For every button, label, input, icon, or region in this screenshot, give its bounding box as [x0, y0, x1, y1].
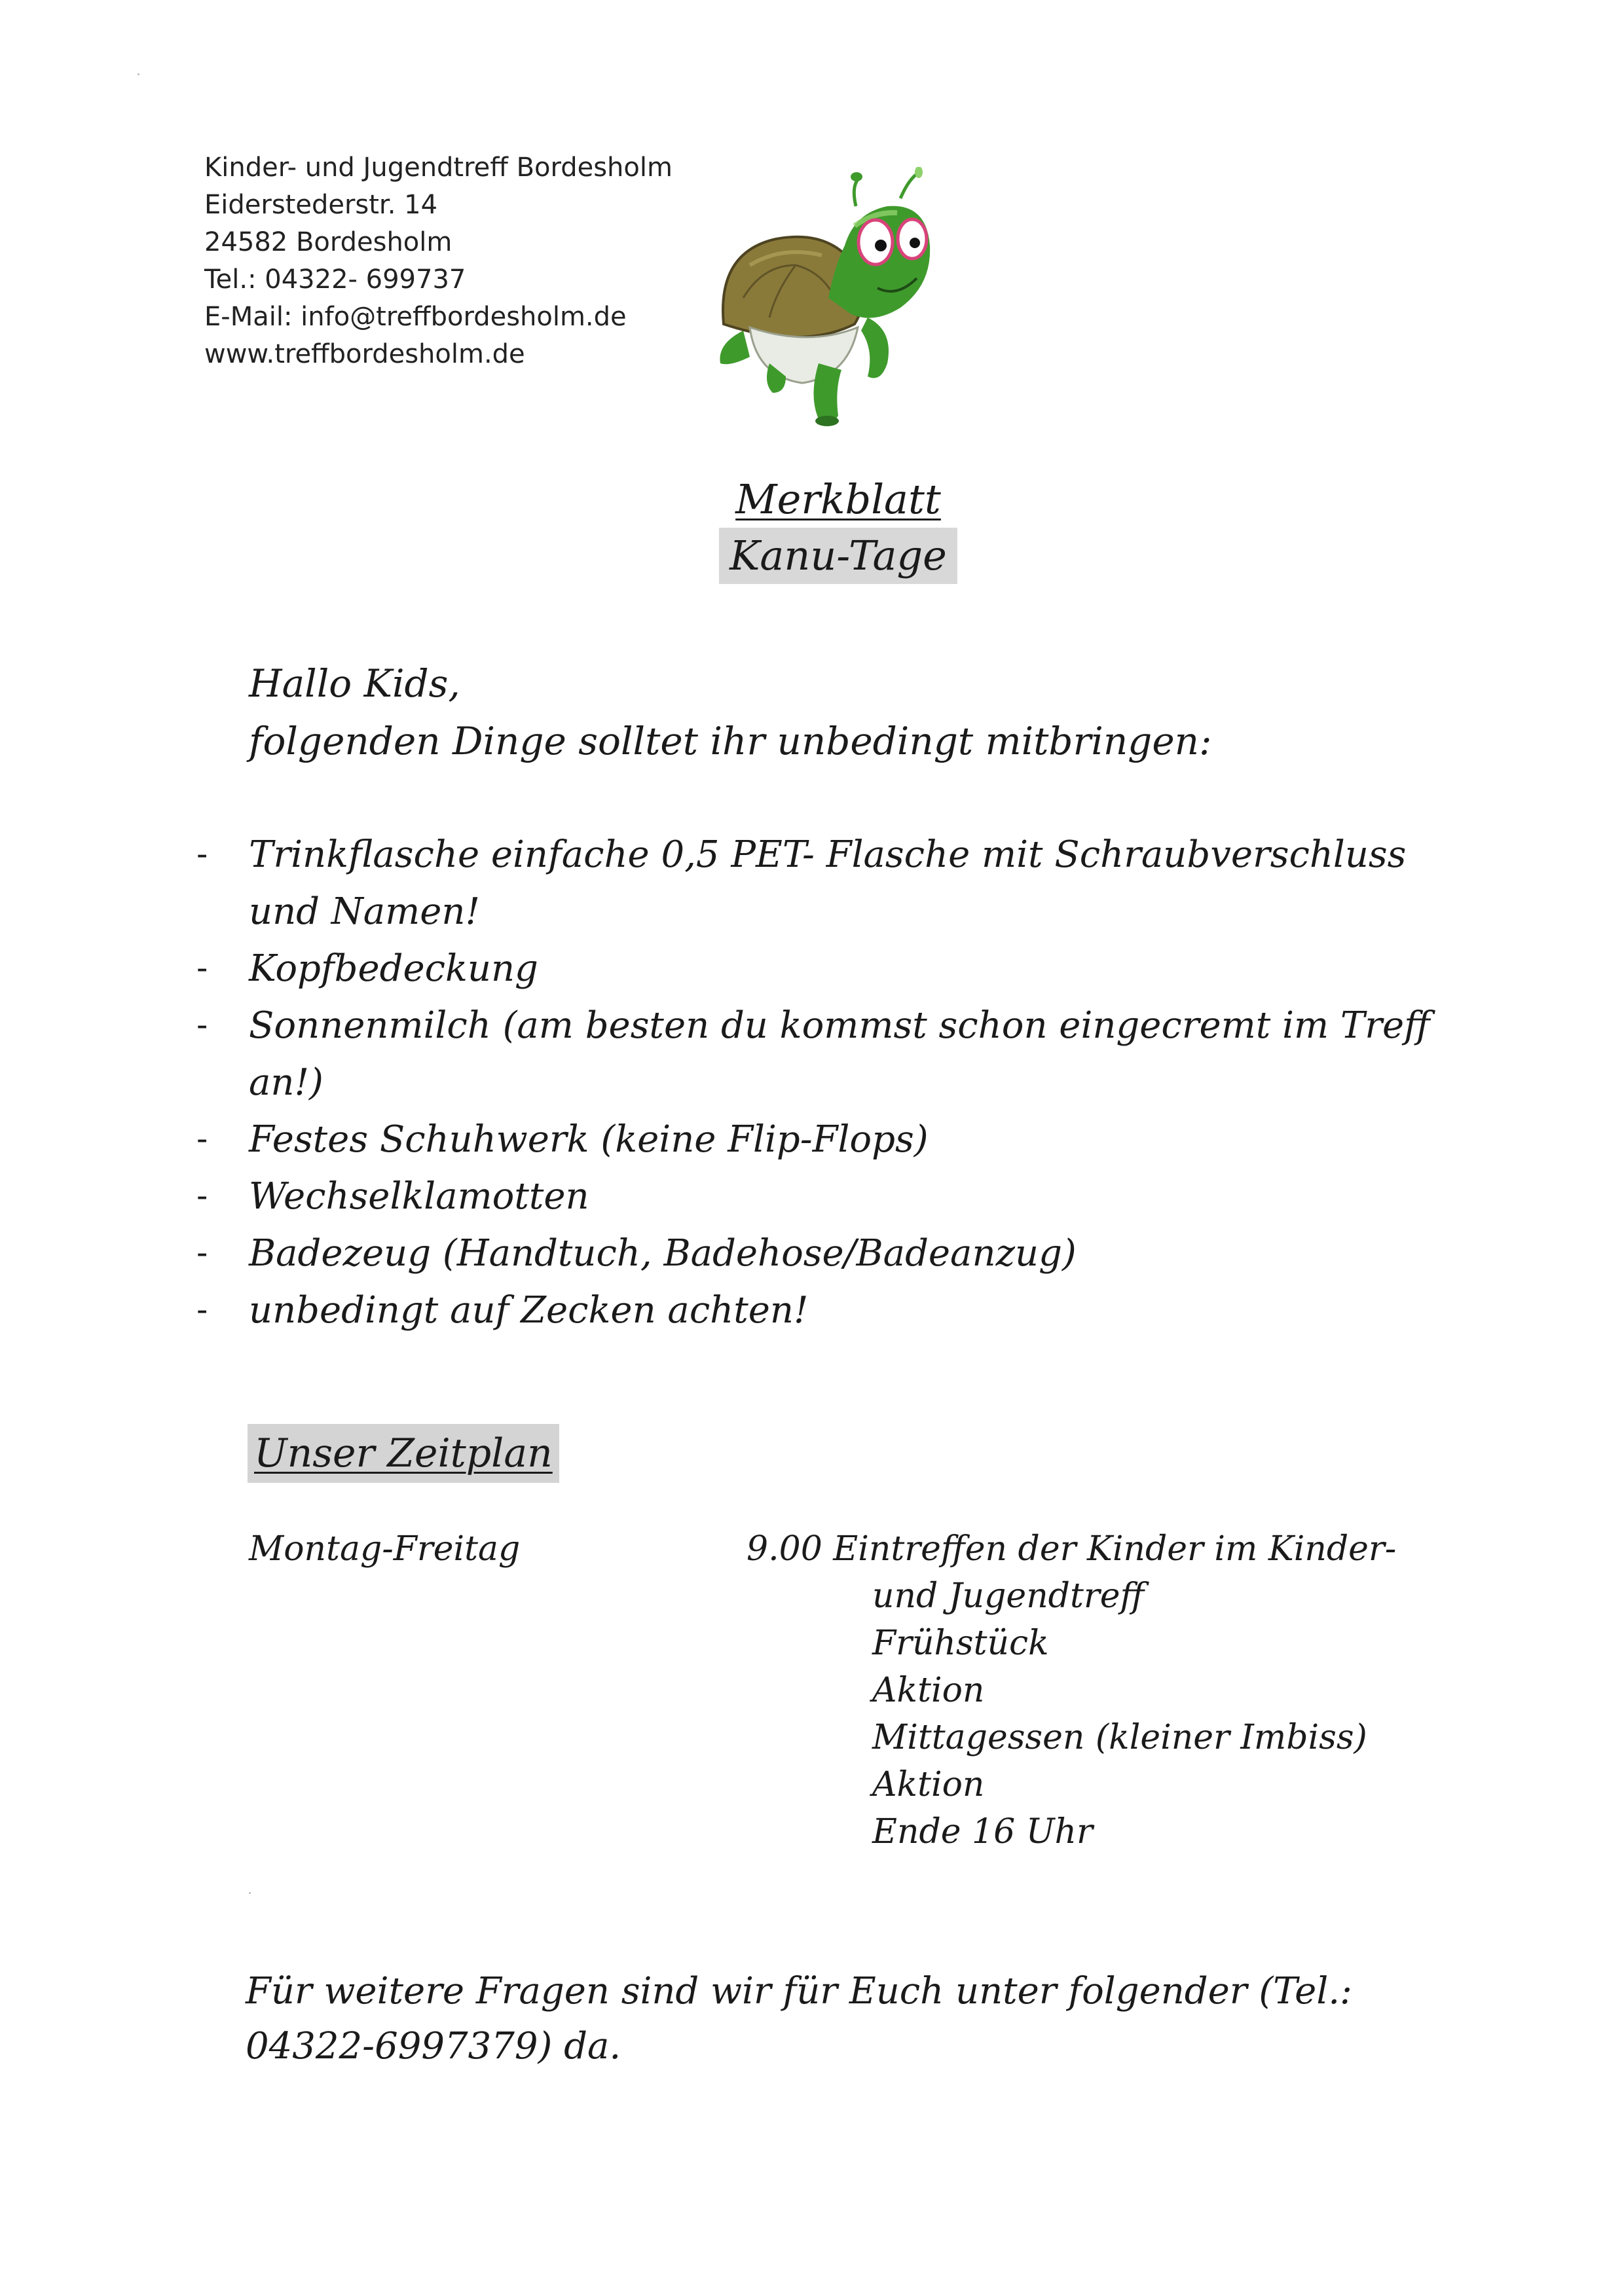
list-item — [196, 826, 1460, 940]
list-item-text: Wechselklamotten — [249, 1175, 589, 1218]
greeting-intro: folgenden Dinge solltet ihr unbedingt mitbringen: — [249, 719, 1212, 763]
list-item-text: unbedingt auf Zecken achten! — [249, 1289, 809, 1332]
schedule-times — [747, 1525, 1396, 1855]
sender-website: www.treffbordesholm.de — [204, 339, 525, 369]
greeting — [249, 655, 1212, 770]
schedule-arrival-cont: und Jugendtreff — [872, 1576, 1145, 1616]
list-item — [196, 1282, 1460, 1339]
title-merkblatt: Merkblatt — [735, 475, 941, 523]
sender-address — [204, 149, 673, 373]
schedule-entry: Mittagessen (kleiner Imbiss) — [872, 1718, 1367, 1757]
schedule-arrival: 9.00 Eintreffen der Kinder im Kinder- — [747, 1529, 1397, 1569]
list-dash: - — [196, 836, 208, 873]
list-dash: - — [196, 950, 208, 987]
list-item-text: Badezeug (Handtuch, Badehose/Badeanzug) — [249, 1232, 1077, 1275]
list-item-text: Sonnenmilch (am besten du kommst schon eingecremt im Treff an!) — [249, 1004, 1430, 1104]
list-item — [196, 940, 1460, 997]
list-item-text: Kopfbedeckung — [249, 947, 538, 990]
schedule-entry: Ende 16 Uhr — [872, 1812, 1093, 1851]
schedule-days: Montag-Freitag — [249, 1529, 521, 1569]
list-dash: - — [196, 1178, 208, 1214]
scan-speck — [138, 73, 139, 75]
sender-street: Eiderstederstr. 14 — [204, 190, 438, 220]
schedule-entry: Aktion — [872, 1671, 985, 1710]
list-dash: - — [196, 1235, 208, 1271]
scan-speck — [249, 1892, 251, 1894]
list-item — [196, 1225, 1460, 1282]
greeting-salutation: Hallo Kids, — [249, 661, 460, 706]
list-dash: - — [196, 1121, 208, 1157]
list-item — [196, 1168, 1460, 1225]
schedule-entry: Frühstück — [872, 1624, 1049, 1663]
sender-city: 24582 Bordesholm — [204, 227, 452, 257]
schedule-entry: Aktion — [872, 1765, 985, 1804]
footer-contact-note: Für weitere Fragen sind wir für Euch unter folgender (Tel.: 04322-6997379) da. — [246, 1970, 1352, 2068]
list-item — [196, 997, 1460, 1111]
title-kanu-tage: Kanu-Tage — [719, 528, 957, 584]
list-item — [196, 1111, 1460, 1168]
list-item-text: Trinkflasche einfache 0,5 PET- Flasche mit Schraubverschluss und Namen! — [249, 833, 1407, 933]
document-title — [694, 471, 982, 584]
packing-list — [196, 826, 1460, 1339]
list-item-text: Festes Schuhwerk (keine Flip-Flops) — [249, 1118, 929, 1161]
sender-email: E-Mail: info@treffbordesholm.de — [204, 302, 627, 332]
list-dash: - — [196, 1292, 208, 1328]
list-dash: - — [196, 1007, 208, 1044]
sender-organization: Kinder- und Jugendtreff Bordesholm — [204, 153, 673, 183]
turtle-mascot-icon — [704, 167, 940, 429]
sender-phone: Tel.: 04322- 699737 — [204, 264, 466, 295]
schedule-heading: Unser Zeitplan — [248, 1424, 559, 1483]
